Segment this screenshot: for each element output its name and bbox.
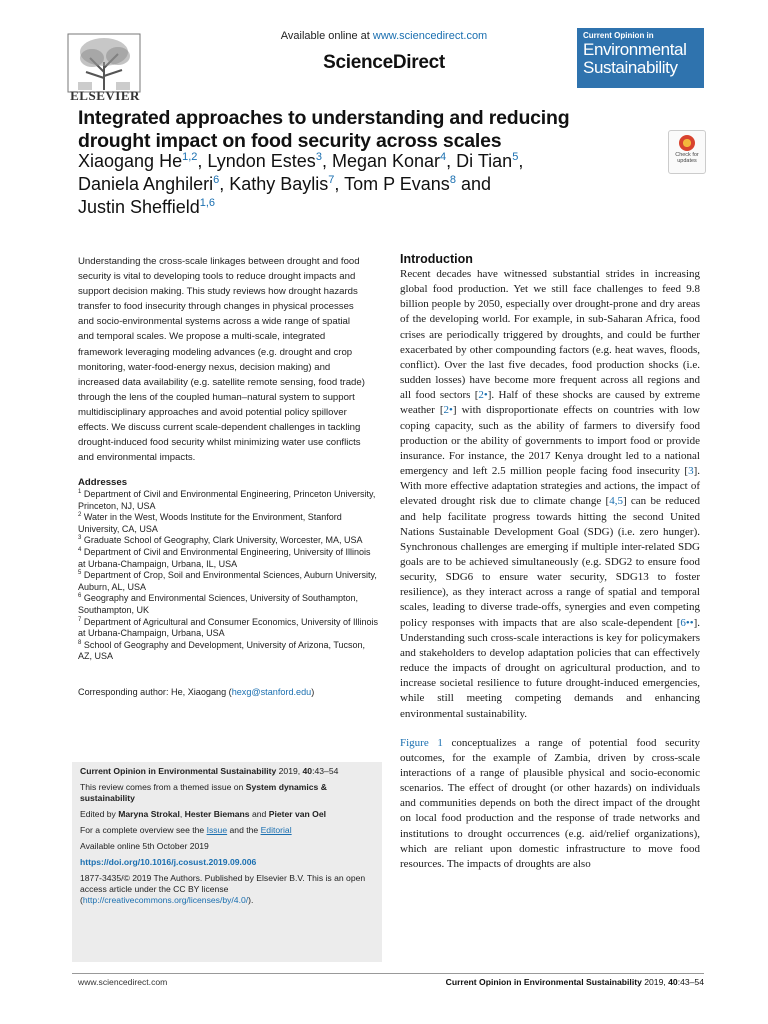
available-online: Available online at www.sciencedirect.com bbox=[280, 30, 488, 42]
author-affiliation[interactable]: 4 bbox=[440, 151, 447, 163]
address-item: $^3$ Graduate School of Geography, Clark University, Worcester, MA, USA bbox=[78, 535, 363, 546]
author[interactable]: Lyndon Estes bbox=[207, 151, 316, 171]
author-affiliation[interactable]: 8 bbox=[449, 174, 456, 186]
article-title: Integrated approaches to understanding and reducing drought impact on food security across scales bbox=[78, 107, 570, 152]
author[interactable]: Megan Konar bbox=[331, 151, 441, 171]
author-affiliation[interactable]: 3 bbox=[315, 151, 322, 163]
paragraph: Figure 1 conceptualizes a range of potential food security outcomes, for the example of Zambia, driven by cross-scale interactions of a range of plausible physical and socio-economic scenarios. The effect of drought (or other hazards) on individuals and communities depends on both the direct impact of the drought on local food production and the response of trade networks and institutions to drought occurrences (e.g. aid/relief organizations), which are reliant upon domestic infrastructure to move food resources. The impacts of droughts are also bbox=[400, 736, 700, 870]
available-date: Available online 5th October 2019 bbox=[80, 841, 209, 851]
address-item: $^5$ Department of Crop, Soil and Environmental Sciences, Auburn University, Auburn, AL, USA bbox=[78, 570, 377, 592]
address-item: $^2$ Water in the West, Woods Institute for the Environment, Stanford University, CA, USA bbox=[78, 512, 342, 534]
address-item: $^7$ Department of Agricultural and Consumer Economics, University of Illinois at Urbana-Champaign, Urbana, USA bbox=[78, 616, 378, 639]
license-link[interactable]: http://creativecommons.org/licenses/by/4.0/ bbox=[82, 895, 249, 905]
corresponding-author: Corresponding author: He, Xiaogang (hexg@stanford.edu) bbox=[78, 687, 315, 697]
author[interactable]: Xiaogang He bbox=[78, 151, 183, 171]
paragraph-gap bbox=[400, 722, 700, 736]
address-item: $^4$ Department of Civil and Environmental Engineering, University of Illinois at Urbana-Champaign, Urbana, IL, USA bbox=[78, 546, 371, 569]
journal-line-2: Environmental bbox=[583, 40, 687, 59]
sciencedirect-link[interactable]: www.sciencedirect.com bbox=[372, 30, 488, 42]
license: 1877-3435/© 2019 The Authors. Published by Elsevier B.V. This is an open access article under the CC BY license (http://creativecommons.org/licenses/by/4.0/). bbox=[80, 873, 366, 905]
publisher-name: ELSEVIER bbox=[70, 88, 140, 103]
footer-url: www.sciencedirect.com bbox=[78, 977, 168, 987]
author[interactable]: Kathy Baylis bbox=[229, 174, 329, 194]
platform-name: ScienceDirect bbox=[323, 52, 445, 73]
author[interactable]: Justin Sheffield bbox=[78, 197, 200, 217]
author-affiliation[interactable]: 5 bbox=[512, 151, 519, 163]
footer-citation: Current Opinion in Environmental Sustainability 2019, 40:43–54 bbox=[445, 977, 704, 987]
figure-link[interactable]: Figure 1 bbox=[400, 736, 443, 749]
doi bbox=[80, 857, 374, 868]
paragraph: Recent decades have witnessed substantial strides in increasing global food production. Yet we still face challenges to feed 9.8 billion people by 2050, especially over drought-prone and dry areas of the developing world. For example, in sub-Saharan Africa, food crises are periodically triggered by droughts, and could be further exacerbated by other compounding factors (e.g. heat waves, floods, conflict). Over the last five decades, food production shocks (i.e. sudden losses) have become more frequent across all regions and all food sectors [2•]. Half of these shocks are caused by extreme weather [2•] with disproportionate effects on countries with low coping capacity, such as the ability of farmers to diversify food production or the ability of governments to import food or provide insurance. For instance, the 2017 Kenya drought led to a national emergency and left 2.5 million people facing food insecurity [3]. With more effective adaptation strategies and actions, the impact of elevated drought risk due to climate change [4,5] can be reduced and help facilitate progress towards hitting the second United Nations Sustainable Development Goal (SDG) (i.e. zero hunger). Synchronous challenges are emerging if multiple inter-related SDG goals are to be achieved simultaneously (e.g. SDG2 to ensure food security, SDG6 to ensure water security, SDG13 to foster resilience), as they interact across a range of spatial and temporal scales, leading to diverse trade-offs, synergies and even competing policy responses with impacts that are also scale-dependent [6••]. Understanding such cross-scale interactions is key for policymakers and stakeholders to develop adaptation policies that can effectively reduce the impacts of drought on agricultural production, and to increase societal resilience to future drought-induced emergencies, while still meeting competing demands and enhancing environmental sustainability. bbox=[400, 268, 700, 720]
issue-link[interactable]: Issue bbox=[206, 825, 228, 835]
editors: Edited by Maryna Strokal, Hester Biemans and Pieter van Oel bbox=[80, 809, 327, 819]
journal-line-1: Current Opinion in bbox=[583, 31, 654, 40]
citation: Current Opinion in Environmental Sustainability 2019, 40:43–54 bbox=[80, 766, 339, 776]
doi-link[interactable]: https://doi.org/10.1016/j.cosust.2019.09.006 bbox=[80, 857, 257, 867]
abstract: Understanding the cross-scale linkages between drought and food security is vital to developing tools to reduce drought impacts and support decision making. This study reviews how drought hazards transfer to food insecurity through changes in physical processes and socio-environmental systems across a wide range of spatial and temporal scales. We propose a multi-scale, integrated framework leveraging modeling advances (e.g. drought and crop monitoring, water-food-energy nexus, decision making) and increased data availability (e.g. satellite remote sensing, food trade) through the lens of the coupled human–natural system to support multidisciplinary approaches and avoid potential policy spillover effects. We discuss current scale-dependent challenges in tackling drought-induced food security whilst minimizing water use conflicts and environmental impacts. bbox=[78, 256, 365, 464]
footer-rule bbox=[72, 973, 704, 974]
address-item: $^6$ Geography and Environmental Sciences, University of Southampton, Southampton, UK bbox=[78, 593, 359, 615]
themed-issue: This review comes from a themed issue on System dynamics & sustainability bbox=[80, 782, 327, 803]
author-affiliation[interactable]: 6 bbox=[213, 174, 220, 186]
author-email-link[interactable]: hexg@stanford.edu bbox=[231, 687, 312, 697]
addresses-heading: Addresses bbox=[78, 477, 128, 488]
reference-link[interactable]: 4,5 bbox=[609, 495, 623, 508]
journal-banner bbox=[577, 28, 704, 88]
editorial-link[interactable]: Editorial bbox=[260, 825, 292, 835]
reference-link[interactable]: 2• bbox=[443, 404, 453, 417]
reference-link[interactable]: 3 bbox=[688, 465, 694, 478]
article-info-box bbox=[72, 762, 382, 962]
author[interactable]: Daniela Anghileri bbox=[78, 174, 214, 194]
overview: For a complete overview see the Issue and the Editorial bbox=[80, 825, 292, 835]
author-affiliation[interactable]: 1,2 bbox=[182, 151, 198, 163]
author-affiliation[interactable]: 1,6 bbox=[199, 197, 216, 209]
journal-line-3: Sustainability bbox=[583, 58, 678, 77]
check-for-updates-button[interactable] bbox=[668, 130, 706, 174]
author[interactable]: Tom P Evans bbox=[344, 174, 450, 194]
reference-link[interactable]: 6•• bbox=[680, 616, 694, 629]
address-item: $^1$ Department of Civil and Environmental Engineering, Princeton University, Princeton, NJ, USA bbox=[78, 489, 376, 511]
author-list: Xiaogang He$^{1,2}$, Lyndon Estes$^3$, Megan Konar$^4$, Di Tian$^5$, Daniela Anghileri$^6$, Kathy Baylis$^7$, Tom P Evans$^8$ and Justin Sheffield$^{1,6}$ bbox=[78, 151, 524, 217]
reference-link[interactable]: 2• bbox=[478, 389, 488, 402]
introduction-heading: Introduction bbox=[400, 252, 473, 266]
check-updates-label: Check for updates bbox=[675, 152, 699, 164]
author[interactable]: Di Tian bbox=[456, 151, 513, 171]
update-badge-icon bbox=[679, 135, 695, 151]
introduction-body bbox=[400, 267, 700, 872]
address-item: $^8$ School of Geography and Development, University of Arizona, Tucson, AZ, USA bbox=[78, 639, 366, 662]
author-affiliation[interactable]: 7 bbox=[328, 174, 335, 186]
address-list bbox=[78, 489, 378, 663]
